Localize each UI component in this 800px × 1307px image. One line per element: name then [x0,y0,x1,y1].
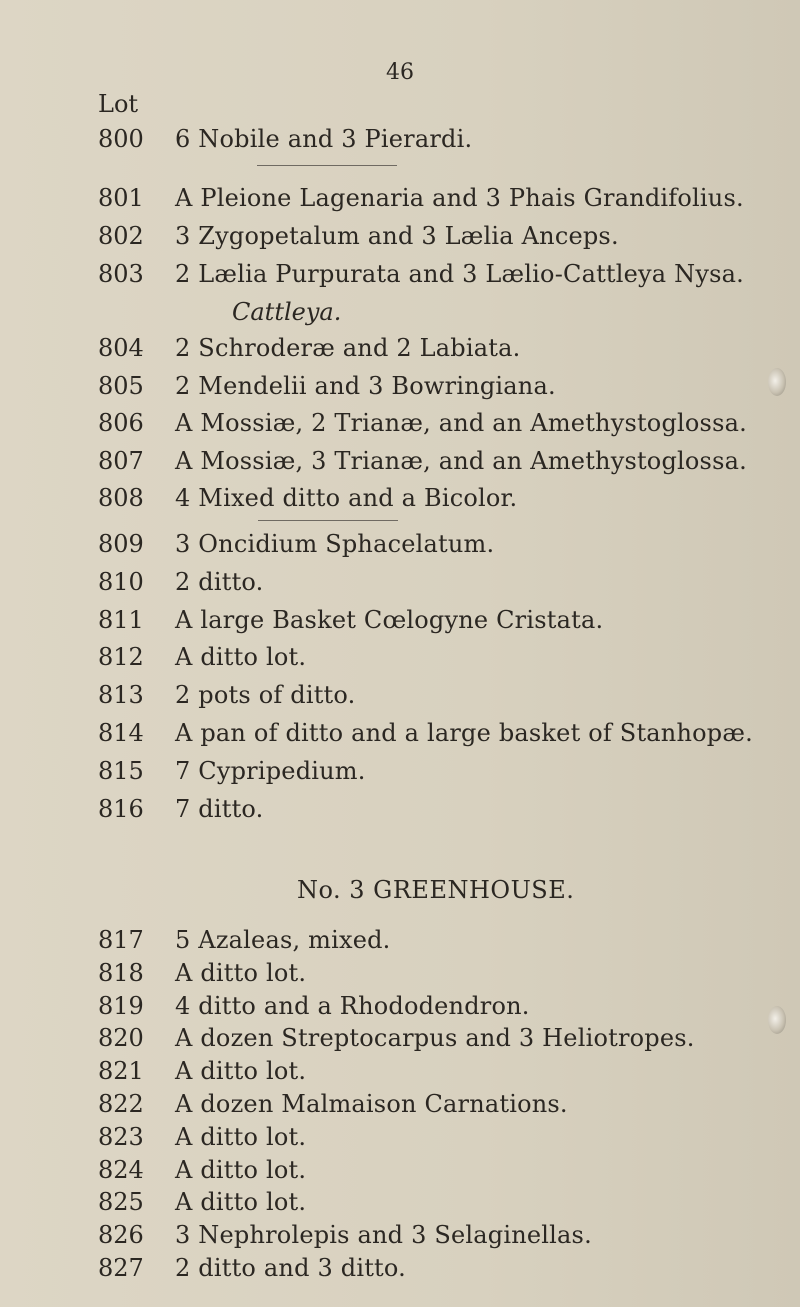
lot-entry [0,1254,800,1290]
lot-number: 817 [98,926,144,954]
lot-number: 813 [98,681,144,710]
divider-rule [257,165,397,166]
lot-description: 2 pots of ditto. [175,681,356,710]
lot-number: 819 [98,991,144,1020]
lot-number: 800 [98,125,144,153]
lot-entry [0,1156,800,1192]
lot-entry [0,795,800,831]
lot-description: 3 Oncidium Sphacelatum. [175,530,495,558]
lot-description: 7 Cypripedium. [175,756,366,785]
lot-number: 814 [98,719,144,747]
lot-description: A ditto lot. [175,958,307,987]
lot-description: A large Basket Cœlogyne Cristata. [175,605,604,634]
page-number: 46 [386,60,414,85]
lot-number: 802 [98,222,144,250]
lot-number: 822 [98,1090,144,1118]
lot-number: 827 [98,1254,144,1282]
binding-hole-mark [768,368,786,396]
lot-entry [0,334,800,370]
lot-number: 807 [98,446,144,475]
lot-entry [0,222,800,258]
lot-number: 826 [98,1221,144,1250]
lot-description: 2 Schroderæ and 2 Labiata. [175,334,521,362]
lot-entry [0,757,800,793]
lot-number: 809 [98,530,144,558]
lot-entry [0,409,800,445]
lot-entry [0,643,800,679]
lot-entry [0,184,800,220]
lot-entry [0,125,800,161]
lot-description: A Mossiæ, 2 Trianæ, and an Amethystoglossa. [175,409,747,437]
lot-entry [0,926,800,962]
lot-description: 2 Lælia Purpurata and 3 Lælio-Cattleya Nysa. [175,260,744,288]
lot-description: 7 ditto. [175,794,264,823]
lot-description: A dozen Streptocarpus and 3 Heliotropes. [175,1024,695,1053]
lot-description: A Mossiæ, 3 Trianæ, and an Amethystoglossa. [175,446,747,475]
lot-description: 3 Zygopetalum and 3 Lælia Anceps. [175,222,619,250]
lot-description: A pan of ditto and a large basket of Stanhopæ. [175,719,753,747]
lot-description: 5 Azaleas, mixed. [175,926,391,954]
lot-entry [0,992,800,1028]
lot-description: A ditto lot. [175,1122,307,1151]
section-heading: No. 3 GREENHOUSE. [297,876,575,904]
lot-number: 806 [98,409,144,437]
lot-description: 2 ditto. [175,567,264,596]
lot-description: A ditto lot. [175,1057,307,1086]
lot-entry [0,959,800,995]
lot-entry [0,530,800,566]
divider-rule [258,520,398,521]
lot-description: A ditto lot. [175,1188,307,1217]
lot-entry [0,372,800,408]
lot-entry [0,1221,800,1257]
lot-number: 823 [98,1122,144,1151]
lot-entry [0,260,800,296]
lot-number: 824 [98,1155,144,1184]
lot-entry [0,1090,800,1126]
lot-column-header: Lot [98,90,139,118]
lot-entry [0,1123,800,1159]
lot-entry [0,447,800,483]
lot-description: 4 Mixed ditto and a Bicolor. [175,484,518,512]
lot-entry [0,484,800,520]
lot-description: A dozen Malmaison Carnations. [175,1090,568,1118]
lot-entry [0,719,800,755]
lot-number: 825 [98,1188,144,1217]
lot-description: 4 ditto and a Rhododendron. [175,991,530,1020]
lot-number: 803 [98,260,144,288]
lot-description: 2 ditto and 3 ditto. [175,1254,406,1282]
lot-description: A ditto lot. [175,1155,307,1184]
lot-number: 818 [98,958,144,987]
lot-number: 801 [98,184,144,212]
binding-hole-mark [768,1006,786,1034]
subheading-cattleya: Cattleya. [232,298,342,326]
lot-number: 808 [98,484,144,512]
lot-entry [0,606,800,642]
lot-number: 815 [98,756,144,785]
lot-description: A Pleione Lagenaria and 3 Phais Grandifolius. [175,184,744,212]
lot-entry [0,568,800,604]
lot-description: 2 Mendelii and 3 Bowringiana. [175,371,556,400]
lot-entry [0,1057,800,1093]
lot-number: 804 [98,334,144,362]
lot-description: 3 Nephrolepis and 3 Selaginellas. [175,1221,592,1250]
lot-number: 805 [98,371,144,400]
lot-number: 812 [98,643,144,672]
lot-description: 6 Nobile and 3 Pierardi. [175,125,473,153]
lot-number: 811 [98,605,144,634]
lot-entry [0,1024,800,1060]
lot-entry [0,681,800,717]
lot-number: 816 [98,794,144,823]
lot-entry [0,1188,800,1224]
lot-number: 820 [98,1024,144,1053]
lot-number: 810 [98,567,144,596]
lot-number: 821 [98,1057,144,1086]
lot-description: A ditto lot. [175,643,307,672]
